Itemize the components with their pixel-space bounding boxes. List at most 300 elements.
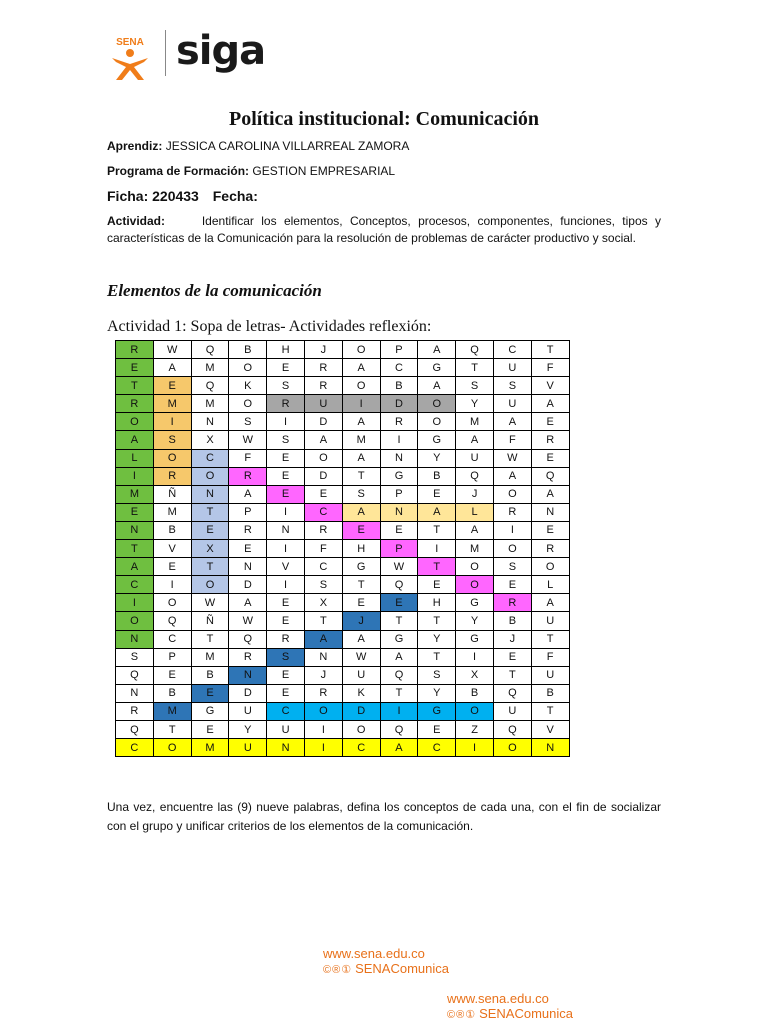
grid-cell: M: [153, 503, 191, 521]
grid-cell: E: [493, 576, 531, 594]
grid-cell: F: [531, 648, 569, 666]
aprendiz-label: Aprendiz:: [107, 139, 163, 153]
grid-cell: Q: [493, 720, 531, 738]
activity-title: Actividad 1: Sopa de letras- Actividades reflexión:: [107, 318, 432, 335]
grid-cell: S: [304, 576, 342, 594]
grid-cell: W: [191, 594, 229, 612]
grid-row: [116, 630, 570, 648]
grid-cell: F: [229, 449, 267, 467]
grid-cell: G: [418, 359, 456, 377]
grid-cell: B: [380, 377, 418, 395]
grid-cell: B: [153, 684, 191, 702]
grid-cell: D: [304, 413, 342, 431]
grid-cell: O: [493, 540, 531, 558]
grid-cell: M: [153, 702, 191, 720]
grid-cell: V: [267, 558, 305, 576]
grid-cell: T: [304, 612, 342, 630]
grid-cell: O: [418, 413, 456, 431]
grid-cell: G: [191, 702, 229, 720]
grid-cell: E: [153, 558, 191, 576]
footer-url: www.sena.edu.co: [323, 946, 425, 961]
grid-row: [116, 341, 570, 359]
grid-cell: T: [153, 720, 191, 738]
grid-cell: R: [153, 467, 191, 485]
grid-cell: B: [493, 612, 531, 630]
grid-cell: S: [229, 413, 267, 431]
grid-row: [116, 648, 570, 666]
grid-cell: H: [267, 341, 305, 359]
grid-cell: R: [531, 431, 569, 449]
grid-cell: G: [418, 702, 456, 720]
grid-cell: A: [342, 449, 380, 467]
grid-cell: O: [493, 739, 531, 757]
grid-cell: C: [153, 630, 191, 648]
programa-label: Programa de Formación:: [107, 164, 250, 178]
grid-cell: L: [116, 449, 154, 467]
grid-cell: T: [380, 684, 418, 702]
grid-cell: A: [229, 485, 267, 503]
grid-cell: Q: [456, 467, 494, 485]
grid-row: [116, 739, 570, 757]
sena-logo-text: SENA: [116, 37, 144, 48]
grid-cell: Q: [380, 720, 418, 738]
grid-cell: S: [493, 558, 531, 576]
sena-logo: [104, 34, 156, 84]
grid-cell: S: [267, 648, 305, 666]
grid-cell: K: [229, 377, 267, 395]
grid-cell: A: [380, 648, 418, 666]
grid-cell: A: [531, 594, 569, 612]
grid-cell: T: [418, 648, 456, 666]
grid-cell: O: [191, 467, 229, 485]
grid-cell: N: [531, 739, 569, 757]
grid-cell: A: [493, 413, 531, 431]
grid-cell: D: [304, 467, 342, 485]
grid-cell: P: [380, 341, 418, 359]
grid-cell: I: [267, 503, 305, 521]
grid-cell: Y: [418, 449, 456, 467]
grid-row: [116, 413, 570, 431]
grid-cell: B: [191, 666, 229, 684]
aprendiz-field: [107, 139, 409, 153]
grid-cell: C: [418, 739, 456, 757]
grid-cell: E: [380, 521, 418, 539]
grid-row: [116, 395, 570, 413]
grid-cell: S: [493, 377, 531, 395]
grid-cell: R: [116, 702, 154, 720]
grid-cell: V: [153, 540, 191, 558]
grid-cell: W: [342, 648, 380, 666]
grid-cell: L: [531, 576, 569, 594]
grid-cell: E: [418, 485, 456, 503]
grid-cell: Ñ: [191, 612, 229, 630]
grid-cell: E: [267, 485, 305, 503]
grid-cell: N: [380, 449, 418, 467]
grid-cell: V: [531, 377, 569, 395]
grid-row: [116, 594, 570, 612]
grid-cell: O: [342, 341, 380, 359]
grid-cell: E: [418, 720, 456, 738]
grid-cell: R: [116, 341, 154, 359]
grid-cell: Q: [229, 630, 267, 648]
grid-cell: I: [267, 576, 305, 594]
grid-cell: R: [304, 521, 342, 539]
grid-cell: O: [342, 377, 380, 395]
grid-cell: A: [380, 739, 418, 757]
grid-row: [116, 684, 570, 702]
grid-cell: Q: [191, 341, 229, 359]
grid-cell: O: [229, 395, 267, 413]
grid-cell: I: [304, 739, 342, 757]
page-header: [0, 0, 768, 100]
grid-cell: R: [229, 521, 267, 539]
grid-cell: R: [267, 630, 305, 648]
grid-cell: T: [342, 576, 380, 594]
grid-cell: N: [229, 558, 267, 576]
fecha-label: Fecha:: [212, 188, 258, 204]
word-search-grid: [115, 340, 570, 757]
grid-cell: A: [418, 503, 456, 521]
grid-cell: N: [191, 485, 229, 503]
grid-cell: C: [380, 359, 418, 377]
grid-cell: Q: [493, 684, 531, 702]
grid-cell: N: [267, 521, 305, 539]
grid-cell: S: [267, 377, 305, 395]
grid-cell: R: [380, 413, 418, 431]
grid-cell: Q: [153, 612, 191, 630]
grid-cell: O: [153, 449, 191, 467]
grid-cell: O: [531, 558, 569, 576]
grid-cell: P: [229, 503, 267, 521]
grid-cell: X: [191, 540, 229, 558]
programa-value: GESTION EMPRESARIAL: [252, 164, 396, 178]
aprendiz-value: JESSICA CAROLINA VILLARREAL ZAMORA: [165, 139, 410, 153]
grid-cell: M: [116, 485, 154, 503]
grid-cell: I: [380, 431, 418, 449]
grid-cell: G: [380, 467, 418, 485]
grid-cell: U: [531, 666, 569, 684]
grid-cell: T: [418, 612, 456, 630]
grid-cell: I: [267, 540, 305, 558]
grid-cell: N: [116, 630, 154, 648]
grid-row: [116, 431, 570, 449]
grid-cell: A: [153, 359, 191, 377]
siga-logo: siga: [176, 28, 266, 74]
ficha-field: [107, 188, 268, 204]
grid-cell: T: [531, 341, 569, 359]
grid-cell: C: [304, 503, 342, 521]
grid-cell: A: [342, 359, 380, 377]
cc-license-icon: ©®①: [323, 964, 353, 976]
grid-cell: T: [342, 467, 380, 485]
grid-row: [116, 485, 570, 503]
grid-cell: Q: [191, 377, 229, 395]
grid-cell: T: [191, 630, 229, 648]
grid-cell: T: [418, 558, 456, 576]
closing-instructions: Una vez, encuentre las (9) nueve palabras, defina los conceptos de cada una, con el fin de socializar con el grupo y unificar criterios de los elementos de la comunicación.: [107, 800, 661, 833]
grid-cell: T: [116, 540, 154, 558]
grid-cell: W: [380, 558, 418, 576]
grid-cell: T: [116, 377, 154, 395]
grid-row: [116, 702, 570, 720]
grid-cell: C: [116, 576, 154, 594]
grid-cell: S: [418, 666, 456, 684]
grid-cell: Q: [456, 341, 494, 359]
grid-cell: T: [418, 521, 456, 539]
grid-cell: I: [418, 540, 456, 558]
grid-cell: A: [418, 341, 456, 359]
grid-cell: E: [191, 684, 229, 702]
logo-divider: [165, 30, 166, 76]
grid-cell: I: [153, 413, 191, 431]
grid-cell: E: [267, 449, 305, 467]
grid-cell: A: [342, 413, 380, 431]
grid-row: [116, 576, 570, 594]
grid-cell: D: [342, 702, 380, 720]
grid-cell: J: [456, 485, 494, 503]
grid-cell: A: [493, 467, 531, 485]
grid-row: [116, 540, 570, 558]
grid-cell: U: [531, 612, 569, 630]
grid-cell: A: [304, 630, 342, 648]
grid-cell: C: [116, 739, 154, 757]
footer-social: SENAComunica: [355, 961, 450, 976]
grid-cell: Y: [418, 684, 456, 702]
grid-cell: A: [531, 395, 569, 413]
grid-cell: E: [531, 521, 569, 539]
grid-cell: R: [116, 395, 154, 413]
grid-cell: G: [418, 431, 456, 449]
grid-cell: T: [380, 612, 418, 630]
grid-cell: T: [531, 630, 569, 648]
grid-cell: M: [191, 395, 229, 413]
grid-cell: E: [493, 648, 531, 666]
grid-row: [116, 720, 570, 738]
grid-cell: O: [456, 576, 494, 594]
grid-row: [116, 467, 570, 485]
grid-cell: C: [191, 449, 229, 467]
grid-cell: A: [456, 431, 494, 449]
grid-cell: F: [493, 431, 531, 449]
grid-cell: Q: [380, 576, 418, 594]
grid-cell: E: [267, 594, 305, 612]
grid-cell: N: [304, 648, 342, 666]
grid-cell: M: [342, 431, 380, 449]
grid-cell: I: [493, 521, 531, 539]
grid-cell: O: [418, 395, 456, 413]
footer-social: SENAComunica: [479, 1006, 574, 1021]
grid-cell: W: [229, 431, 267, 449]
grid-cell: F: [304, 540, 342, 558]
grid-cell: R: [267, 395, 305, 413]
grid-cell: Q: [116, 666, 154, 684]
grid-cell: W: [493, 449, 531, 467]
grid-cell: O: [191, 576, 229, 594]
grid-cell: E: [267, 666, 305, 684]
grid-cell: K: [342, 684, 380, 702]
grid-cell: U: [229, 702, 267, 720]
grid-cell: O: [229, 359, 267, 377]
actividad-text: Identificar los elementos, Conceptos, procesos, componentes, funciones, tipos y características de la Comunicación para la resolución de problemas de carácter productivo y social.: [107, 214, 661, 245]
grid-cell: G: [380, 630, 418, 648]
grid-cell: T: [493, 666, 531, 684]
grid-cell: C: [267, 702, 305, 720]
grid-cell: O: [456, 558, 494, 576]
grid-cell: R: [304, 359, 342, 377]
grid-cell: W: [153, 341, 191, 359]
actividad-label: Actividad:: [107, 214, 166, 228]
grid-cell: P: [380, 540, 418, 558]
grid-cell: U: [229, 739, 267, 757]
grid-cell: Q: [116, 720, 154, 738]
grid-cell: Y: [456, 395, 494, 413]
grid-cell: M: [191, 359, 229, 377]
grid-row: [116, 503, 570, 521]
grid-cell: R: [493, 503, 531, 521]
ficha-label: Ficha: 220433: [107, 188, 199, 204]
grid-cell: N: [229, 666, 267, 684]
grid-cell: X: [191, 431, 229, 449]
grid-cell: L: [456, 503, 494, 521]
grid-cell: E: [153, 666, 191, 684]
grid-cell: O: [342, 720, 380, 738]
grid-cell: Y: [229, 720, 267, 738]
grid-cell: Ñ: [153, 485, 191, 503]
grid-cell: E: [267, 612, 305, 630]
grid-cell: E: [267, 359, 305, 377]
grid-cell: N: [191, 413, 229, 431]
grid-cell: X: [456, 666, 494, 684]
grid-cell: I: [153, 576, 191, 594]
grid-cell: A: [342, 503, 380, 521]
grid-cell: E: [380, 594, 418, 612]
grid-cell: A: [304, 431, 342, 449]
grid-cell: I: [304, 720, 342, 738]
grid-cell: J: [342, 612, 380, 630]
page-title: Política institucional: Comunicación: [229, 108, 539, 130]
grid-cell: B: [229, 341, 267, 359]
grid-cell: O: [116, 413, 154, 431]
grid-cell: R: [229, 467, 267, 485]
grid-cell: A: [456, 521, 494, 539]
grid-cell: R: [531, 540, 569, 558]
grid-cell: R: [229, 648, 267, 666]
grid-cell: N: [116, 684, 154, 702]
grid-cell: D: [229, 684, 267, 702]
grid-cell: H: [418, 594, 456, 612]
grid-cell: E: [267, 467, 305, 485]
grid-cell: P: [380, 485, 418, 503]
grid-row: [116, 612, 570, 630]
grid-cell: I: [116, 467, 154, 485]
footer-url: www.sena.edu.co: [447, 991, 549, 1006]
sena-logo-icon: [104, 34, 156, 84]
grid-cell: A: [342, 630, 380, 648]
grid-cell: R: [304, 377, 342, 395]
grid-cell: I: [342, 395, 380, 413]
grid-cell: V: [531, 720, 569, 738]
grid-row: [116, 359, 570, 377]
grid-cell: C: [342, 739, 380, 757]
grid-cell: E: [342, 594, 380, 612]
grid-cell: I: [380, 702, 418, 720]
grid-cell: J: [493, 630, 531, 648]
grid-cell: A: [229, 594, 267, 612]
grid-cell: E: [418, 576, 456, 594]
grid-cell: E: [153, 377, 191, 395]
grid-cell: T: [456, 359, 494, 377]
footer-block-1: [323, 946, 449, 976]
grid-cell: T: [191, 558, 229, 576]
grid-cell: D: [229, 576, 267, 594]
grid-cell: O: [493, 485, 531, 503]
grid-cell: E: [342, 521, 380, 539]
grid-cell: G: [456, 594, 494, 612]
grid-cell: B: [531, 684, 569, 702]
grid-cell: I: [456, 739, 494, 757]
grid-cell: O: [304, 449, 342, 467]
grid-cell: C: [493, 341, 531, 359]
grid-cell: A: [418, 377, 456, 395]
grid-cell: I: [267, 413, 305, 431]
grid-cell: A: [116, 558, 154, 576]
grid-cell: O: [153, 594, 191, 612]
grid-row: [116, 449, 570, 467]
grid-cell: U: [304, 395, 342, 413]
grid-cell: J: [304, 666, 342, 684]
grid-cell: J: [304, 341, 342, 359]
grid-cell: I: [116, 594, 154, 612]
grid-cell: P: [153, 648, 191, 666]
grid-cell: U: [456, 449, 494, 467]
grid-cell: R: [304, 684, 342, 702]
grid-cell: E: [229, 540, 267, 558]
grid-cell: E: [116, 503, 154, 521]
grid-cell: T: [191, 503, 229, 521]
grid-row: [116, 521, 570, 539]
grid-cell: O: [304, 702, 342, 720]
grid-cell: S: [342, 485, 380, 503]
grid-cell: Q: [380, 666, 418, 684]
grid-cell: R: [493, 594, 531, 612]
grid-cell: U: [493, 395, 531, 413]
activity-description: [107, 213, 661, 247]
grid-cell: G: [342, 558, 380, 576]
grid-cell: S: [456, 377, 494, 395]
grid-cell: O: [456, 702, 494, 720]
grid-cell: B: [456, 684, 494, 702]
grid-cell: N: [380, 503, 418, 521]
grid-cell: H: [342, 540, 380, 558]
grid-cell: B: [153, 521, 191, 539]
grid-cell: N: [267, 739, 305, 757]
grid-row: [116, 558, 570, 576]
footer-block-2: [447, 991, 573, 1021]
grid-cell: M: [456, 540, 494, 558]
grid-cell: A: [531, 485, 569, 503]
grid-cell: U: [267, 720, 305, 738]
grid-cell: O: [153, 739, 191, 757]
grid-cell: E: [531, 449, 569, 467]
grid-cell: M: [191, 739, 229, 757]
grid-row: [116, 666, 570, 684]
grid-cell: E: [191, 720, 229, 738]
cc-license-icon: ©®①: [447, 1009, 477, 1021]
grid-cell: I: [456, 648, 494, 666]
grid-cell: Q: [531, 467, 569, 485]
grid-cell: T: [531, 702, 569, 720]
grid-cell: A: [116, 431, 154, 449]
